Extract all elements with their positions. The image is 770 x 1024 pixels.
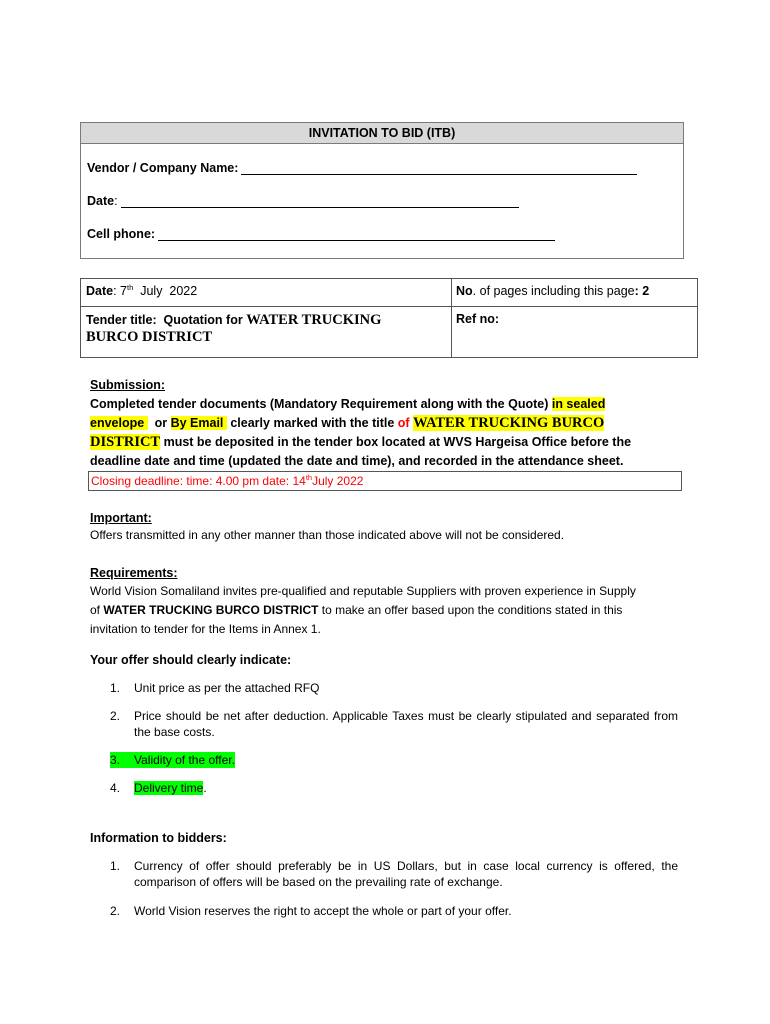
submission-hl-email: By Email: [170, 416, 227, 430]
submission-text-5: deadline date and time (updated the date and time), and recorded in the attendance sheet.: [90, 454, 624, 468]
tender-date-rest: July 2022: [133, 284, 198, 298]
itb-header-box: [80, 122, 684, 259]
deadline-text-1: Closing deadline: time: 4.00 pm date: 14: [91, 474, 306, 488]
list-item-number: 1.: [110, 681, 121, 695]
date-colon: :: [114, 194, 118, 208]
requirements-text-1: World Vision Somaliland invites pre-qualified and reputable Suppliers with proven experience in Supply: [90, 584, 636, 598]
deadline-sup: th: [305, 473, 313, 482]
tender-title-value-1: WATER TRUCKING: [246, 312, 382, 328]
list-item-number: 4.: [110, 781, 121, 795]
list-item: [110, 780, 207, 796]
itb-title: INVITATION TO BID (ITB): [81, 123, 683, 144]
tender-info-table: [80, 278, 698, 358]
tender-date-cell: [81, 279, 452, 307]
list-item: [110, 680, 678, 696]
list-item-number: 3.: [110, 753, 121, 767]
offer-heading: Your offer should clearly indicate:: [90, 653, 292, 667]
requirements-text-2c: to make an offer based upon the conditions stated in this: [318, 603, 623, 617]
requirements-text-2a: of: [90, 603, 104, 617]
submission-hl-sealed: in sealed: [551, 397, 606, 411]
date-label: Date: [87, 194, 115, 208]
vendor-label: Vendor / Company Name:: [87, 161, 239, 175]
tender-date-sup: th: [127, 282, 134, 292]
tender-title-cell: [81, 307, 452, 357]
list-item: [110, 752, 235, 768]
list-item-suffix: .: [203, 781, 207, 795]
cell-phone-label: Cell phone:: [87, 227, 156, 241]
submission-text-4: must be deposited in the tender box located at WVS Hargeisa Office before the: [160, 435, 632, 449]
deadline-text-2: July 2022: [312, 474, 364, 488]
submission-text-1: Completed tender documents (Mandatory Requirement along with the Quote): [90, 397, 552, 411]
list-item-text: Validity of the offer.: [134, 753, 235, 767]
vendor-line: [87, 161, 637, 175]
submission-text-or: or: [147, 416, 171, 430]
important-text: Offers transmitted in any other manner than those indicated above will not be considered.: [90, 528, 565, 542]
ref-no-label: Ref no:: [456, 312, 500, 326]
submission-hl-envelope: envelope: [90, 416, 148, 430]
list-item-text: Delivery time: [134, 781, 204, 795]
list-item: [110, 708, 678, 740]
submission-hl-title-1: WATER TRUCKING BURCO: [413, 415, 605, 431]
list-item: [110, 858, 678, 890]
requirements-text-bold: WATER TRUCKING BURCO DISTRICT: [103, 603, 319, 617]
ref-no-cell: [452, 307, 697, 357]
cell-phone-blank[interactable]: [158, 228, 555, 241]
requirements-heading: Requirements:: [90, 566, 178, 580]
pages-text: . of pages including this page: [472, 284, 635, 298]
pages-label: No: [456, 284, 473, 298]
pages-value: : 2: [634, 284, 650, 298]
requirements-paragraph: [90, 582, 678, 639]
list-item-text: Unit price as per the attached RFQ: [134, 681, 320, 695]
date-blank[interactable]: [121, 195, 519, 208]
submission-paragraph: [90, 395, 690, 471]
closing-deadline: [88, 471, 682, 491]
list-item-highlight: [110, 752, 235, 768]
list-item: [110, 903, 678, 919]
list-item-text: Currency of offer should preferably be in US Dollars, but in case local currency is offered, the comparison of offers will be based on the prevailing rate of exchange.: [134, 859, 678, 889]
bidders-heading: Information to bidders:: [90, 831, 227, 845]
cell-phone-line: [87, 227, 555, 241]
list-item-text: Price should be net after deduction. Applicable Taxes must be clearly stipulated and separated from the base costs.: [134, 709, 678, 739]
list-item-number: 1.: [110, 859, 121, 873]
submission-hl-title-2: DISTRICT: [90, 434, 161, 450]
tender-date-day: : 7: [113, 284, 127, 298]
requirements-text-3: invitation to tender for the Items in Annex 1.: [90, 622, 321, 636]
tender-title-label: Tender title: Quotation for: [86, 313, 247, 327]
submission-text-3: clearly marked with the title: [226, 416, 398, 430]
pages-cell: [452, 279, 697, 307]
submission-heading: Submission:: [90, 378, 166, 392]
date-line: [87, 194, 519, 208]
list-item-text: World Vision reserves the right to accept the whole or part of your offer.: [134, 904, 512, 918]
submission-red-of: of: [397, 416, 414, 430]
vendor-blank[interactable]: [241, 162, 637, 175]
list-item-number: 2.: [110, 904, 121, 918]
important-heading: Important:: [90, 511, 152, 525]
list-item-number: 2.: [110, 709, 121, 723]
tender-title-value-2: BURCO DISTRICT: [86, 329, 213, 345]
tender-date-label: Date: [86, 284, 114, 298]
